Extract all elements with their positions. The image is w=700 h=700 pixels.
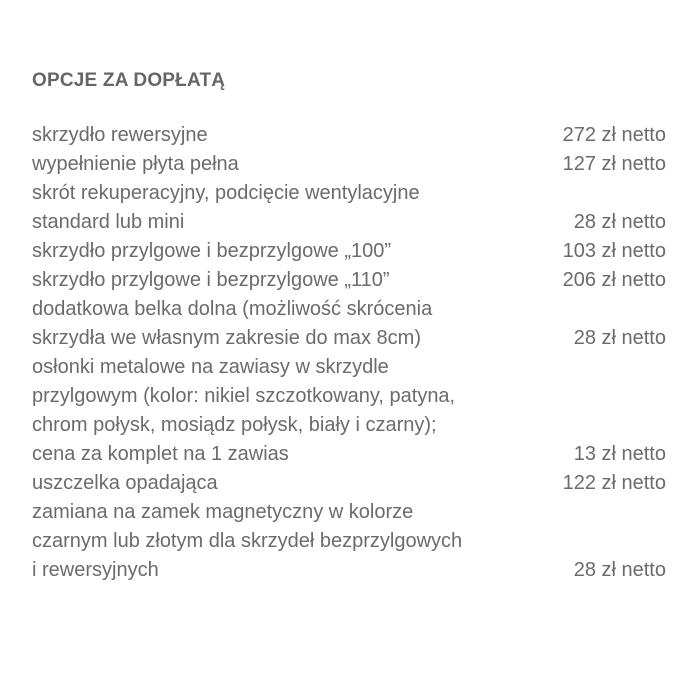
option-description-line: dodatkowa belka dolna (możliwość skrócenia: [32, 298, 433, 320]
option-description-line: standard lub mini: [32, 211, 185, 233]
option-description-line: uszczelka opadająca: [32, 472, 218, 494]
option-price: 103 zł netto: [562, 240, 666, 262]
option-description-line: skrót rekuperacyjny, podcięcie wentylacyjne: [32, 182, 420, 204]
option-description-line: cena za komplet na 1 zawias: [32, 443, 289, 465]
option-price: 127 zł netto: [562, 153, 666, 175]
option-price: 28 zł netto: [573, 327, 666, 349]
option-description: [32, 353, 574, 469]
option-item: [32, 353, 666, 469]
option-price: 206 zł netto: [562, 269, 666, 291]
option-description-line: skrzydło przylgowe i bezprzylgowe „110”: [32, 269, 390, 291]
option-price: 28 zł netto: [573, 211, 666, 233]
option-item: [32, 179, 666, 237]
option-price: 272 zł netto: [562, 124, 666, 146]
option-item: [32, 266, 666, 295]
option-description: [32, 121, 563, 150]
option-description-line: zamiana na zamek magnetyczny w kolorze: [32, 501, 414, 523]
option-item: [32, 498, 666, 585]
option-description: [32, 237, 563, 266]
option-item: [32, 237, 666, 266]
section-heading: OPCJE ZA DOPŁATĄ: [32, 70, 226, 91]
option-price: 28 zł netto: [573, 559, 666, 581]
option-description-line: osłonki metalowe na zawiasy w skrzydle: [32, 356, 389, 378]
option-description-line: wypełnienie płyta pełna: [32, 153, 239, 175]
option-description: [32, 150, 563, 179]
option-description-line: skrzydło przylgowe i bezprzylgowe „100”: [32, 240, 392, 262]
options-list: [32, 121, 666, 585]
option-description-line: przylgowym (kolor: nikiel szczotkowany, patyna,: [32, 385, 456, 407]
option-description-line: chrom połysk, mosiądz połysk, biały i czarny);: [32, 414, 437, 436]
option-description: [32, 179, 574, 237]
option-price: 13 zł netto: [573, 443, 666, 465]
option-price: 122 zł netto: [562, 472, 666, 494]
option-item: [32, 295, 666, 353]
option-description-line: i rewersyjnych: [32, 559, 159, 581]
option-description: [32, 266, 563, 295]
option-item: [32, 469, 666, 498]
option-description-line: skrzydło rewersyjne: [32, 124, 208, 146]
option-description: [32, 469, 563, 498]
option-description: [32, 498, 574, 585]
option-item: [32, 121, 666, 150]
option-description-line: skrzydła we własnym zakresie do max 8cm): [32, 327, 421, 349]
option-description-line: czarnym lub złotym dla skrzydeł bezprzylgowych: [32, 530, 463, 552]
option-description: [32, 295, 574, 353]
option-item: [32, 150, 666, 179]
